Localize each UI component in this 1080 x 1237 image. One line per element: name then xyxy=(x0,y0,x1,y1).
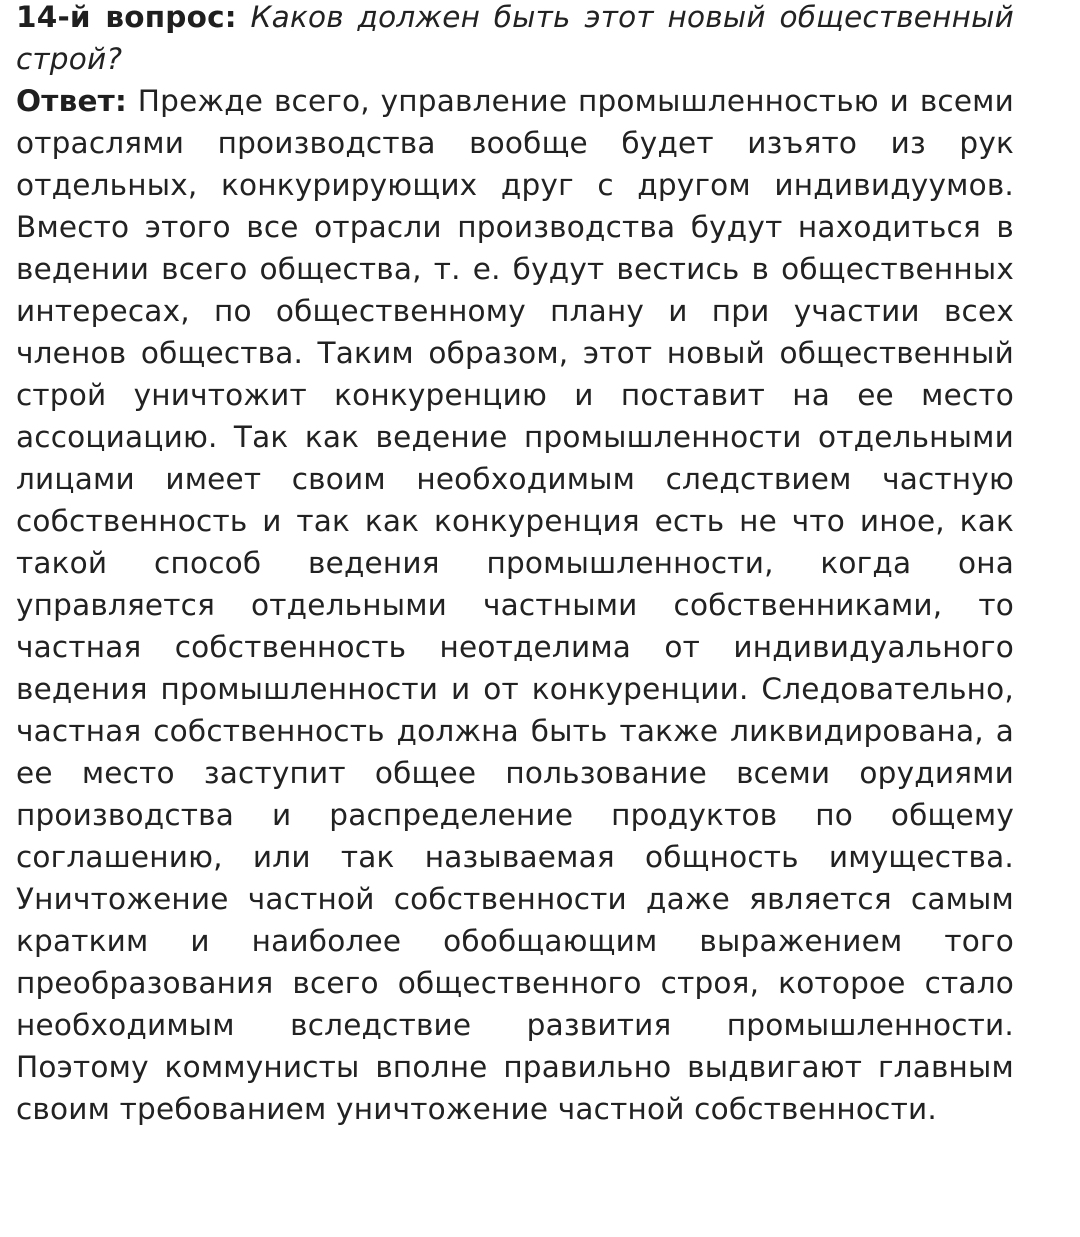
answer-label: Ответ: xyxy=(16,84,127,118)
answer-paragraph xyxy=(16,80,1014,1130)
question-text: Каков должен быть этот новый общественный строй? xyxy=(16,0,1014,76)
answer-text: Прежде всего, управление промышленностью и всеми отраслями производства вообще будет изъято из рук отдельных, конкурирующих друг с другом индивидуумов. Вместо этого все отрасли производства будут находиться в ведении всего общества, т. е. будут вестись в общественных интересах, по общественному плану и при участии всех членов общества. Таким образом, этот новый общественный строй уничтожит конкуренцию и поставит на ее место ассоциацию. Так как ведение промышленности отдельными лицами имеет своим необходимым следствием частную собственность и так как конкуренция есть не что иное, как такой способ ведения промышленности, когда она управляется отдельными частными собственниками, то частная собственность неотделима от индивидуального ведения промышленности и от конкуренции. Следовательно, частная собственность должна быть также ликвидирована, а ее место заступит общее пользование всеми орудиями производства и распределение продуктов по общему соглашению, или так называемая общность имущества. Уничтожение частной собственности даже является самым кратким и наиболее обобщающим выражением того преобразования всего общественного строя, которое стало необходимым вследствие развития промышленности. Поэтому коммунисты вполне правильно выдвигают главным своим требованием уничтожение частной собственности. xyxy=(16,84,1014,1126)
question-paragraph xyxy=(16,0,1014,80)
question-label: 14-й вопрос: xyxy=(16,0,237,34)
